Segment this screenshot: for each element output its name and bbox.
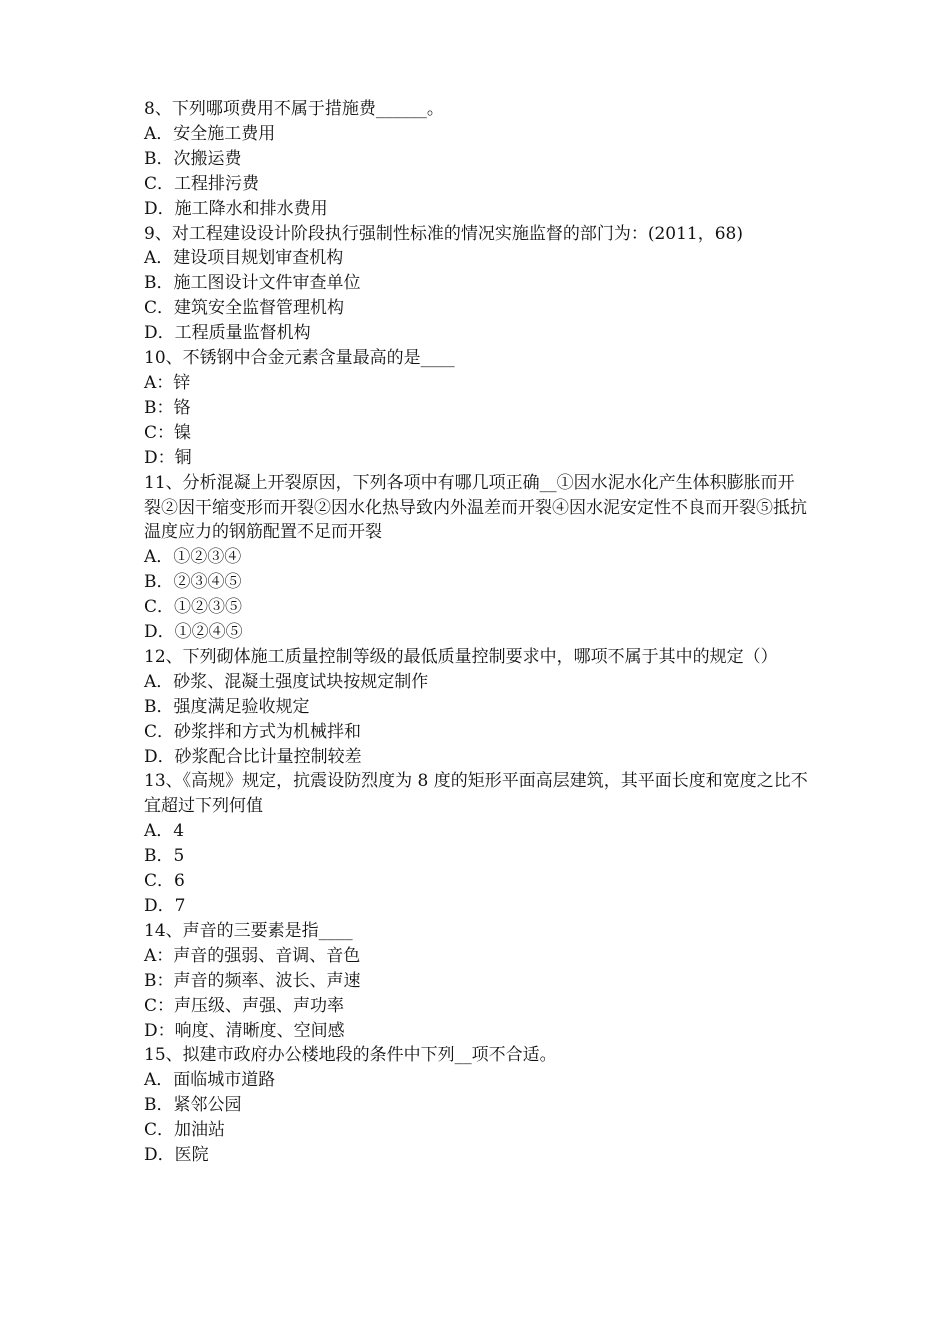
option-b: B．5 [144, 846, 185, 867]
question-stem: 8、下列哪项费用不属于措施费______。 [144, 99, 444, 119]
option-d: D．7 [144, 896, 186, 916]
question-8 [144, 97, 810, 222]
option-b: B．次搬运费 [144, 148, 242, 169]
option-a: A．安全施工费用 [144, 123, 276, 144]
option-d: D：铜 [144, 447, 192, 468]
option-d: D．工程质量监督机构 [144, 323, 311, 344]
option-c: C．6 [144, 871, 185, 892]
option-a: A．4 [144, 821, 185, 842]
question-stem: 13、《高规》规定，抗震设防烈度为 8 度的矩形平面高层建筑，其平面长度和宽度之比不宜超过下列何值 [144, 771, 808, 817]
question-stem: 11、分析混凝上开裂原因，下列各项中有哪几项正确__①因水泥水化产生体积膨胀而开裂②因干缩变形而开裂②因水化热导致内外温差而开裂④因水泥安定性不良而开裂⑤抵抗温度应力的钢筋配置不足而开裂 [144, 472, 807, 543]
option-a: A．面临城市道路 [144, 1070, 276, 1091]
option-a: A．建设项目规划审查机构 [144, 248, 344, 269]
option-a: A．砂浆、混凝土强度试块按规定制作 [144, 671, 429, 692]
question-stem: 10、不锈钢中合金元素含量最高的是____ [144, 348, 455, 369]
question-13 [144, 769, 810, 918]
option-d: D．医院 [144, 1145, 209, 1166]
option-c: C：镍 [144, 422, 192, 443]
option-b: B：铬 [144, 397, 191, 418]
option-c: C．工程排污费 [144, 173, 260, 194]
question-stem: 14、声音的三要素是指____ [144, 920, 353, 941]
option-c: C．砂浆拌和方式为机械拌和 [144, 721, 362, 742]
question-15 [144, 1043, 810, 1168]
option-d: D：响度、清晰度、空间感 [144, 1020, 345, 1041]
question-12 [144, 645, 810, 770]
option-a: A：锌 [144, 372, 191, 393]
option-d: D．砂浆配合比计量控制较差 [144, 746, 362, 767]
question-stem: 9、对工程建设设计阶段执行强制性标准的情况实施监督的部门为：(2011，68) [144, 223, 743, 244]
question-stem: 12、下列砌体施工质量控制等级的最低质量控制要求中，哪项不属于其中的规定（） [144, 646, 778, 667]
document-page [144, 97, 810, 1168]
option-c: C．加油站 [144, 1120, 226, 1141]
question-stem: 15、拟建市政府办公楼地段的条件中下列__项不合适。 [144, 1045, 557, 1066]
option-c: C．①②③⑤ [144, 597, 243, 618]
option-d: D．①②④⑤ [144, 622, 243, 643]
option-c: C．建筑安全监督管理机构 [144, 298, 345, 319]
question-11 [144, 471, 810, 645]
option-a: A：声音的强弱、音调、音色 [144, 945, 361, 966]
question-10 [144, 346, 810, 471]
question-9 [144, 222, 810, 347]
option-b: B．施工图设计文件审查单位 [144, 273, 361, 294]
option-b: B．强度满足验收规定 [144, 696, 310, 717]
question-14 [144, 919, 810, 1044]
option-c: C：声压级、声强、声功率 [144, 995, 345, 1016]
option-b: B．②③④⑤ [144, 572, 242, 593]
option-b: B：声音的频率、波长、声速 [144, 970, 361, 991]
option-d: D．施工降水和排水费用 [144, 198, 328, 219]
option-b: B．紧邻公园 [144, 1095, 242, 1116]
option-a: A．①②③④ [144, 547, 242, 568]
